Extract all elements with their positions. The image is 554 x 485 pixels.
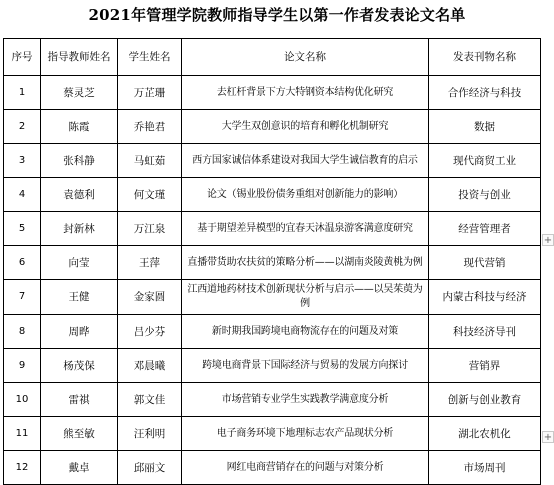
cell-journal: 湖北农机化 <box>429 417 541 451</box>
cell-seq: 12 <box>4 451 41 485</box>
cell-teacher: 雷祺 <box>41 383 118 417</box>
header-journal: 发表刊物名称 <box>429 39 541 76</box>
table-row <box>4 144 541 178</box>
cell-seq: 3 <box>4 144 41 178</box>
cell-teacher: 周晔 <box>41 315 118 349</box>
cell-paper: 跨境电商背景下国际经济与贸易的发展方向探讨 <box>182 349 429 383</box>
cell-student: 邓晨曦 <box>118 349 182 383</box>
cell-student: 汪利明 <box>118 417 182 451</box>
cell-paper: 基于期望差异模型的宜春天沐温泉游客满意度研究 <box>182 212 429 246</box>
cell-seq: 7 <box>4 280 41 315</box>
table-row <box>4 383 541 417</box>
cell-student: 邱丽文 <box>118 451 182 485</box>
cell-seq: 6 <box>4 246 41 280</box>
table-row <box>4 417 541 451</box>
cell-journal: 投资与创业 <box>429 178 541 212</box>
cell-paper: 网红电商营销存在的问题与对策分析 <box>182 451 429 485</box>
cell-teacher: 蔡灵芝 <box>41 76 118 110</box>
table-row <box>4 178 541 212</box>
cell-paper: 西方国家诚信体系建设对我国大学生诚信教育的启示 <box>182 144 429 178</box>
header-seq: 序号 <box>4 39 41 76</box>
cell-seq: 9 <box>4 349 41 383</box>
cell-teacher: 封新林 <box>41 212 118 246</box>
cell-journal: 营销界 <box>429 349 541 383</box>
header-student: 学生姓名 <box>118 39 182 76</box>
cell-student: 何文瑾 <box>118 178 182 212</box>
table-row <box>4 280 541 315</box>
header-paper: 论文名称 <box>182 39 429 76</box>
cell-teacher: 向莹 <box>41 246 118 280</box>
table-row <box>4 246 541 280</box>
cell-paper: 直播带货助农扶贫的策略分析——以湖南炎陵黄桃为例 <box>182 246 429 280</box>
cell-journal: 合作经济与科技 <box>429 76 541 110</box>
cell-paper: 论文（锡业股份债务重组对创新能力的影响） <box>182 178 429 212</box>
cell-seq: 2 <box>4 110 41 144</box>
cell-journal: 创新与创业教育 <box>429 383 541 417</box>
add-row-handle[interactable]: + <box>543 432 553 443</box>
cell-journal: 现代营销 <box>429 246 541 280</box>
table-row <box>4 212 541 246</box>
table-row <box>4 451 541 485</box>
cell-teacher: 熊至敏 <box>41 417 118 451</box>
cell-teacher: 张科静 <box>41 144 118 178</box>
cell-student: 吕少芬 <box>118 315 182 349</box>
cell-teacher: 戴卓 <box>41 451 118 485</box>
document-title: 2021年管理学院教师指导学生以第一作者发表论文名单 <box>88 6 466 24</box>
table-row <box>4 110 541 144</box>
header-teacher: 指导教师姓名 <box>41 39 118 76</box>
cell-paper: 电子商务环境下地理标志农产品现状分析 <box>182 417 429 451</box>
cell-journal: 科技经济导刊 <box>429 315 541 349</box>
paper-list-table <box>3 38 541 485</box>
cell-student: 万芷珊 <box>118 76 182 110</box>
cell-student: 乔艳君 <box>118 110 182 144</box>
cell-seq: 11 <box>4 417 41 451</box>
cell-student: 金家圆 <box>118 280 182 315</box>
table-row <box>4 349 541 383</box>
cell-teacher: 袁德利 <box>41 178 118 212</box>
cell-seq: 4 <box>4 178 41 212</box>
cell-seq: 1 <box>4 76 41 110</box>
table-row <box>4 315 541 349</box>
cell-paper: 大学生双创意识的培育和孵化机制研究 <box>182 110 429 144</box>
cell-teacher: 杨茂保 <box>41 349 118 383</box>
cell-paper: 江西道地药材技术创新现状分析与启示——以吴茱萸为例 <box>182 280 429 315</box>
cell-student: 王萍 <box>118 246 182 280</box>
cell-student: 郭文佳 <box>118 383 182 417</box>
cell-student: 马虹茹 <box>118 144 182 178</box>
table-header-row <box>4 39 541 76</box>
cell-teacher: 陈霞 <box>41 110 118 144</box>
cell-paper: 市场营销专业学生实践教学满意度分析 <box>182 383 429 417</box>
cell-paper: 去杠杆背景下方大特钢资本结构优化研究 <box>182 76 429 110</box>
cell-journal: 市场周刊 <box>429 451 541 485</box>
cell-paper: 新时期我国跨境电商物流存在的问题及对策 <box>182 315 429 349</box>
table-row <box>4 76 541 110</box>
cell-teacher: 王健 <box>41 280 118 315</box>
cell-journal: 经营管理者 <box>429 212 541 246</box>
cell-seq: 8 <box>4 315 41 349</box>
cell-journal: 现代商贸工业 <box>429 144 541 178</box>
cell-student: 万江泉 <box>118 212 182 246</box>
cell-journal: 数据 <box>429 110 541 144</box>
cell-journal: 内蒙古科技与经济 <box>429 280 541 315</box>
cell-seq: 5 <box>4 212 41 246</box>
add-column-handle[interactable]: + <box>543 235 553 246</box>
cell-seq: 10 <box>4 383 41 417</box>
